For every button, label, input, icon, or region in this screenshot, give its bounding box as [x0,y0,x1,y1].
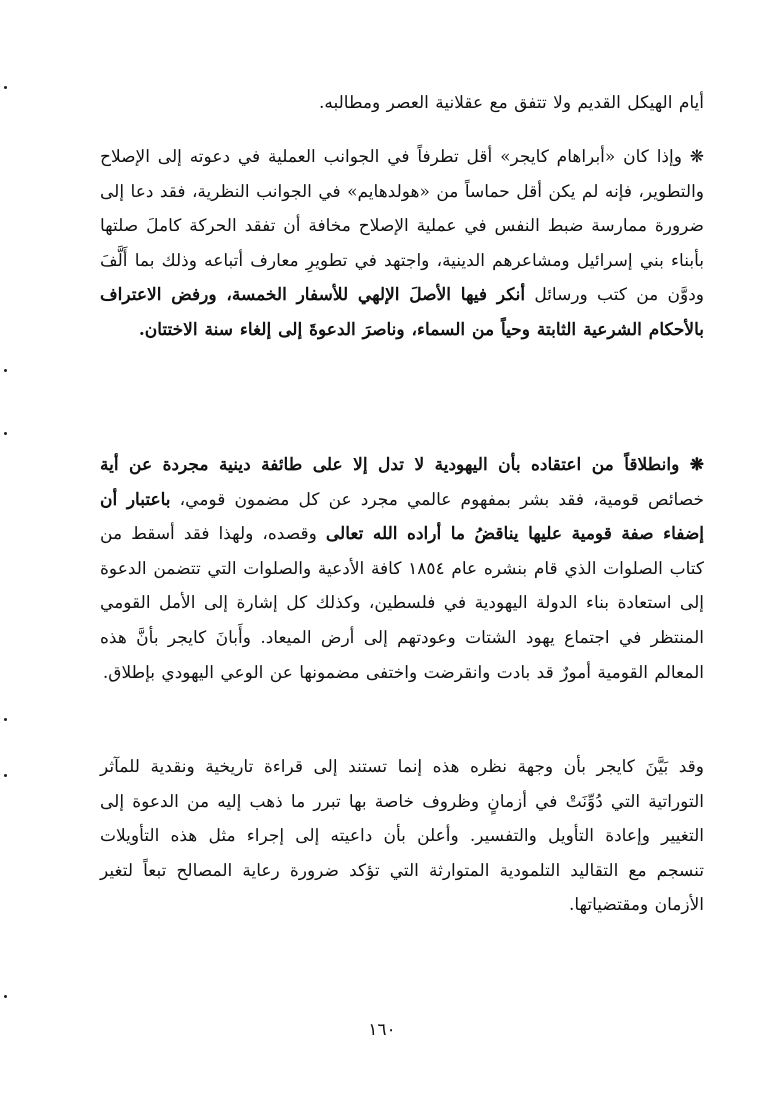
margin-mark [4,86,7,89]
text-segment: خصائص قومية، فقد بشر بمفهوم عالمي مجرد عن كل مضمون قومي، [170,489,704,510]
text-segment: أيام الهيكل القديم ولا تتفق مع عقلانية العصر ومطالبه. [318,93,704,113]
text-segment: وقصده، ولهذا فقد أسقط من كتاب الصلوات الذي قام بنشره عام ١٨٥٤ كافة الأدعية والصلوات التي تتضمن الدعوة إلى استعادة بناء الدولة اليهودية في فلسطين، وكذلك كل إشارة إلى الأمل القومي المنتظر في اجتماع يهود الشتات وعودتهم إلى أرض الميعاد. وأَبانَ كايجر بأنَّ هذه المعالم القومية أمورٌ قد بادت وانقرضت واختفى مضمونها عن الوعي اليهودي بإطلاق. [100,524,704,683]
paragraph-kaiger-reform [100,140,704,348]
paragraph-judaism-religious-sect [100,448,704,690]
margin-mark [4,995,7,998]
margin-mark [4,718,7,721]
margin-mark [4,369,7,372]
text-segment-bold: باعتبار أن إضفاء صفة قومية عليها يناقضُ ما أراده الله تعالى [100,489,705,545]
text-segment: ❋ وإذا كان «أبراهام كايجر» أقل تطرفاً في الجوانب العملية في دعوته إلى الإصلاح والتطوير، فإنه لم يكن أقل حماساً من «هولدهايم» في الجوانب النظرية، فقد دعا إلى ضرورة ممارسة ضبط النفس في عملية الإصلاح مخافة أن تفقد الحركة كاملَ صلتها بأبناء بني إسرائيل ومشاعرهم الدينية، واجتهد في تطويرِ معارف أتباعه وذلك بما أَلَّفَ ودوَّن من كتب ورسائل [100,147,705,306]
text-segment: وقد بَيَّنَ كايجر بأن وجهة نظره هذه إنما تستند إلى قراءة تاريخية ونقدية للمآثر التوراتية التي دُوِّنَتْ في أزمانٍ وظروف خاصة بها تبرر ما ذهب إليه من الدعوة إلى التغيير وإعادة التأويل والتفسير. وأعلن بأن داعيته إلى إجراء مثل هذه التأويلات تنسجم مع التقاليد التلمودية المتوارثة التي تؤكد ضرورة رعاية المصالح تبعاً لتغير الأزمان ومقتضياتها. [100,757,704,916]
paragraph-historical-reading [100,750,704,923]
margin-mark [4,432,7,435]
text-segment-bold: أنكر فيها الأصلَ الإلهي للأسفار الخمسة، ورفض الاعتراف بالأحكام الشرعية الثابتة وحياً من السماء، وناصرَ الدعوةَ إلى إلغاء سنة الاختتان. [100,285,704,340]
page-number: ١٦٠ [368,1020,396,1040]
text-segment-bold: ❋ وانطلاقاً من اعتقاده بأن اليهودية لا تدل إلا على طائفة دينية مجردة عن أية [100,455,704,475]
margin-mark [4,774,7,777]
paragraph-continuation [100,86,704,121]
